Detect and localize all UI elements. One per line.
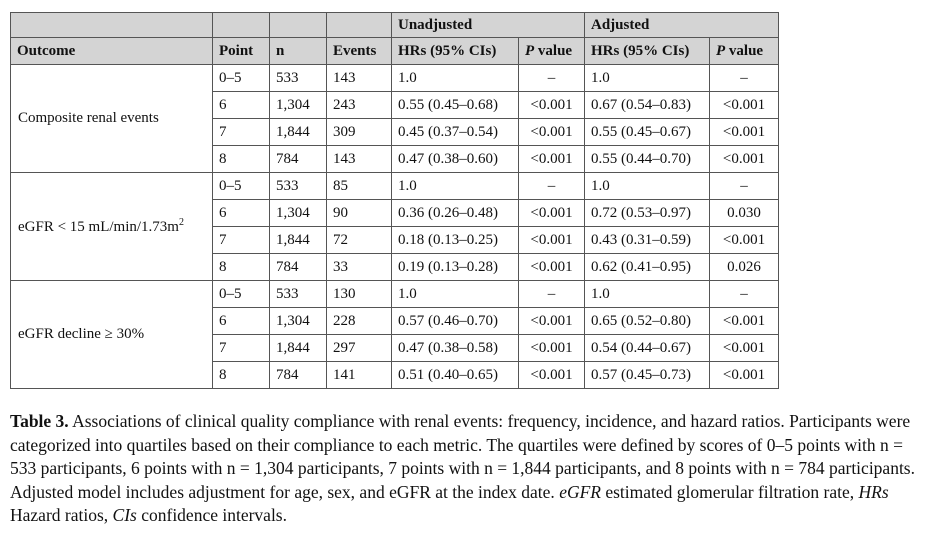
- cell-adjusted-pvalue: –: [710, 65, 779, 92]
- cell-adjusted-pvalue: <0.001: [710, 362, 779, 389]
- caption-abbr-egfr: eGFR: [559, 481, 601, 502]
- cell-unadjusted-pvalue: –: [519, 65, 585, 92]
- header-blank: [213, 13, 270, 38]
- cell-outcome: [11, 281, 213, 389]
- cell-n: 1,304: [270, 92, 327, 119]
- header-unadjusted-hrs: HRs (95% CIs): [392, 38, 519, 65]
- cell-point: 8: [213, 146, 270, 173]
- outcome-superscript: 2: [178, 217, 184, 228]
- cell-events: 297: [327, 335, 392, 362]
- cell-point: 6: [213, 308, 270, 335]
- header-unadjusted-pvalue: [519, 38, 585, 65]
- cell-events: 90: [327, 200, 392, 227]
- cell-adjusted-pvalue: <0.001: [710, 146, 779, 173]
- header-n: n: [270, 38, 327, 65]
- caption-text: Hazard ratios,: [10, 505, 113, 525]
- cell-n: 1,304: [270, 200, 327, 227]
- cell-unadjusted-hr: 1.0: [392, 281, 519, 308]
- cell-unadjusted-pvalue: <0.001: [519, 200, 585, 227]
- cell-n: 1,304: [270, 308, 327, 335]
- table-row: [11, 281, 779, 308]
- cell-adjusted-hr: 0.72 (0.53–0.97): [585, 200, 710, 227]
- cell-point: 0–5: [213, 173, 270, 200]
- cell-unadjusted-pvalue: <0.001: [519, 146, 585, 173]
- results-table: [10, 12, 779, 389]
- cell-adjusted-hr: 0.55 (0.44–0.70): [585, 146, 710, 173]
- cell-events: 143: [327, 65, 392, 92]
- cell-events: 33: [327, 254, 392, 281]
- cell-n: 1,844: [270, 119, 327, 146]
- outcome-label: eGFR < 15 mL/min/1.73m: [18, 219, 179, 235]
- cell-unadjusted-hr: 0.51 (0.40–0.65): [392, 362, 519, 389]
- header-blank: [327, 13, 392, 38]
- cell-point: 0–5: [213, 281, 270, 308]
- cell-unadjusted-hr: 1.0: [392, 173, 519, 200]
- cell-adjusted-pvalue: <0.001: [710, 308, 779, 335]
- header-blank: [11, 13, 213, 38]
- header-blank: [270, 13, 327, 38]
- header-outcome: Outcome: [11, 38, 213, 65]
- header-column-row: [11, 38, 779, 65]
- cell-adjusted-pvalue: <0.001: [710, 119, 779, 146]
- cell-unadjusted-pvalue: <0.001: [519, 254, 585, 281]
- cell-events: 141: [327, 362, 392, 389]
- cell-point: 7: [213, 119, 270, 146]
- table-caption: [10, 410, 920, 528]
- cell-unadjusted-hr: 0.47 (0.38–0.60): [392, 146, 519, 173]
- results-table-container: [10, 12, 778, 389]
- cell-unadjusted-hr: 0.18 (0.13–0.25): [392, 227, 519, 254]
- cell-unadjusted-pvalue: –: [519, 173, 585, 200]
- cell-unadjusted-hr: 0.19 (0.13–0.28): [392, 254, 519, 281]
- outcome-label: Composite renal events: [18, 110, 159, 126]
- cell-n: 1,844: [270, 335, 327, 362]
- cell-adjusted-pvalue: 0.026: [710, 254, 779, 281]
- cell-n: 533: [270, 281, 327, 308]
- cell-adjusted-pvalue: <0.001: [710, 335, 779, 362]
- header-adjusted-pvalue: [710, 38, 779, 65]
- cell-n: 533: [270, 65, 327, 92]
- cell-point: 7: [213, 335, 270, 362]
- cell-adjusted-hr: 0.54 (0.44–0.67): [585, 335, 710, 362]
- caption-abbr-cis: CIs: [112, 505, 137, 525]
- cell-adjusted-hr: 0.55 (0.45–0.67): [585, 119, 710, 146]
- header-point: Point: [213, 38, 270, 65]
- cell-unadjusted-hr: 0.36 (0.26–0.48): [392, 200, 519, 227]
- cell-adjusted-hr: 0.67 (0.54–0.83): [585, 92, 710, 119]
- cell-unadjusted-pvalue: <0.001: [519, 362, 585, 389]
- header-adjusted-hrs: HRs (95% CIs): [585, 38, 710, 65]
- cell-unadjusted-pvalue: <0.001: [519, 227, 585, 254]
- cell-adjusted-hr: 1.0: [585, 281, 710, 308]
- cell-adjusted-pvalue: <0.001: [710, 227, 779, 254]
- cell-events: 309: [327, 119, 392, 146]
- cell-point: 0–5: [213, 65, 270, 92]
- cell-events: 143: [327, 146, 392, 173]
- cell-unadjusted-pvalue: <0.001: [519, 308, 585, 335]
- cell-point: 6: [213, 92, 270, 119]
- cell-n: 533: [270, 173, 327, 200]
- header-unadjusted: Unadjusted: [392, 13, 585, 38]
- cell-unadjusted-pvalue: <0.001: [519, 119, 585, 146]
- cell-adjusted-pvalue: –: [710, 281, 779, 308]
- cell-unadjusted-hr: 0.47 (0.38–0.58): [392, 335, 519, 362]
- cell-events: 130: [327, 281, 392, 308]
- cell-point: 8: [213, 362, 270, 389]
- cell-adjusted-hr: 0.43 (0.31–0.59): [585, 227, 710, 254]
- cell-outcome: [11, 173, 213, 281]
- cell-events: 85: [327, 173, 392, 200]
- cell-events: 72: [327, 227, 392, 254]
- cell-adjusted-hr: 0.57 (0.45–0.73): [585, 362, 710, 389]
- cell-point: 8: [213, 254, 270, 281]
- caption-label: Table 3.: [10, 411, 69, 431]
- cell-point: 7: [213, 227, 270, 254]
- cell-n: 784: [270, 146, 327, 173]
- table-row: [11, 65, 779, 92]
- cell-events: 228: [327, 308, 392, 335]
- header-events: Events: [327, 38, 392, 65]
- cell-adjusted-hr: 1.0: [585, 173, 710, 200]
- cell-unadjusted-hr: 0.55 (0.45–0.68): [392, 92, 519, 119]
- cell-unadjusted-pvalue: –: [519, 281, 585, 308]
- cell-unadjusted-hr: 0.45 (0.37–0.54): [392, 119, 519, 146]
- cell-unadjusted-hr: 0.57 (0.46–0.70): [392, 308, 519, 335]
- cell-unadjusted-pvalue: <0.001: [519, 92, 585, 119]
- caption-abbr-hrs: HRs: [858, 481, 889, 502]
- pvalue-italic-label: P: [716, 42, 726, 59]
- cell-n: 784: [270, 362, 327, 389]
- cell-point: 6: [213, 200, 270, 227]
- cell-unadjusted-pvalue: <0.001: [519, 335, 585, 362]
- cell-adjusted-hr: 0.62 (0.41–0.95): [585, 254, 710, 281]
- cell-outcome: [11, 65, 213, 173]
- pvalue-label-rest: value: [534, 42, 573, 59]
- cell-n: 784: [270, 254, 327, 281]
- header-adjusted: Adjusted: [585, 13, 779, 38]
- cell-n: 1,844: [270, 227, 327, 254]
- cell-unadjusted-hr: 1.0: [392, 65, 519, 92]
- header-group-row: [11, 13, 779, 38]
- caption-text: estimated glomerular filtration rate,: [600, 481, 859, 502]
- table-body: [11, 65, 779, 389]
- cell-events: 243: [327, 92, 392, 119]
- cell-adjusted-hr: 1.0: [585, 65, 710, 92]
- pvalue-italic-label: P: [525, 42, 535, 59]
- cell-adjusted-hr: 0.65 (0.52–0.80): [585, 308, 710, 335]
- cell-adjusted-pvalue: 0.030: [710, 200, 779, 227]
- pvalue-label-rest: value: [725, 42, 764, 59]
- caption-text: confidence intervals.: [136, 505, 287, 525]
- table-row: [11, 173, 779, 200]
- outcome-label: eGFR decline ≥ 30%: [18, 326, 145, 342]
- cell-adjusted-pvalue: <0.001: [710, 92, 779, 119]
- caption-text: Associations of clinical quality compliance with renal events: frequency, incidence, and hazard ratios. Participants were categorized into quartiles based on their compliance to each metric. The quartiles were defined by scores of 0–5 points with n = 533 participants, 6 points with n = 1,304 participants, 7 points with n = 1,844 participants, and 8 points with n = 784 participants. Adjusted model includes adjustment for age, sex, and eGFR at the index date.: [10, 411, 915, 502]
- cell-adjusted-pvalue: –: [710, 173, 779, 200]
